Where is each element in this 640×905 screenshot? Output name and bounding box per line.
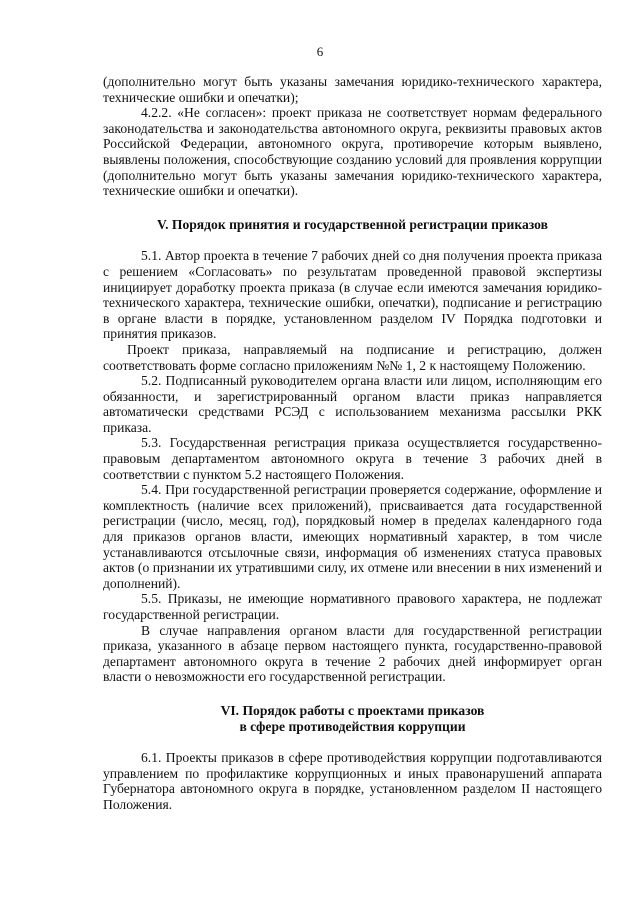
page-number: 6 bbox=[316, 44, 324, 59]
document-body bbox=[103, 74, 602, 813]
section-6-heading-line-1: VI. Порядок работы с проектами приказов bbox=[220, 702, 485, 718]
paragraph-continuation: (дополнительно могут быть указаны замечания юридико-технического характера, технические ошибки и опечатки); bbox=[103, 74, 602, 105]
section-6-heading-line-2: в сфере противодействия коррупции bbox=[239, 718, 466, 734]
paragraph-5-5-case: В случае направления органом власти для государственной регистрации приказа, указанного в абзаце первом настоящего пункта, государственно-правовой департамент автономного округа в течение 2 рабочих дней информирует орган власти о невозможности его государственной регистрации. bbox=[103, 622, 602, 685]
paragraph-5-4: 5.4. При государственной регистрации проверяется содержание, оформление и комплектность (наличие всех приложений), присваивается дата государственной регистрации (число, месяц, год), порядковый номер в пределах календарного года для приказов органов власти, имеющих нормативный характер, в том числе устанавливаются отсылочные связи, информация об изменениях статуса правовых актов (о признании их утратившими силу, их отмене или внесении в них изменений и дополнений). bbox=[103, 482, 602, 591]
paragraph-5-1: 5.1. Автор проекта в течение 7 рабочих дней со дня получения проекта приказа с решением «Согласовать» по результатам проведенной правовой экспертизы инициирует доработку проекта приказа (в случае если имеются замечания юридико-технического характера, технические ошибки, опечатки), подписание и регистрацию в органе власти в порядке, установленном разделом IV Порядка подготовки и принятия приказов. bbox=[103, 248, 602, 342]
paragraph-4-2-2: 4.2.2. «Не согласен»: проект приказа не соответствует нормам федерального законодательства и законодательства автономного округа, реквизиты правовых актов Российской Федерации, автономного округа, противоречие которым выявлено, выявлены положения, способствующие созданию условий для проявления коррупции (дополнительно могут быть указаны замечания юридико-технического характера, технические ошибки и опечатки). bbox=[103, 105, 602, 199]
paragraph-6-1: 6.1. Проекты приказов в сфере противодействия коррупции подготавливаются управлением по профилактике коррупционных и иных правонарушений аппарата Губернатора автономного округа в порядке, установленном разделом II настоящего Положения. bbox=[103, 750, 602, 812]
paragraph-5-5: 5.5. Приказы, не имеющие нормативного правового характера, не подлежат государственной регистрации. bbox=[103, 591, 602, 622]
paragraph-5-3: 5.3. Государственная регистрация приказа осуществляется государственно-правовым департаментом автономного округа в течение 3 рабочих дней в соответствии с пунктом 5.2 настоящего Положения. bbox=[103, 435, 602, 482]
section-6-heading bbox=[103, 703, 602, 734]
section-5-heading: V. Порядок принятия и государственной регистрации приказов bbox=[157, 216, 548, 232]
paragraph-5-2: 5.2. Подписанный руководителем органа власти или лицом, исполняющим его обязанности, и зарегистрированный органом власти приказ направляется автоматически средствами РСЭД с использованием механизма рассылки РКК приказа. bbox=[103, 373, 602, 435]
paragraph-5-1-form: Проект приказа, направляемый на подписание и регистрацию, должен соответствовать форме согласно приложениям №№ 1, 2 к настоящему Положению. bbox=[103, 341, 602, 373]
